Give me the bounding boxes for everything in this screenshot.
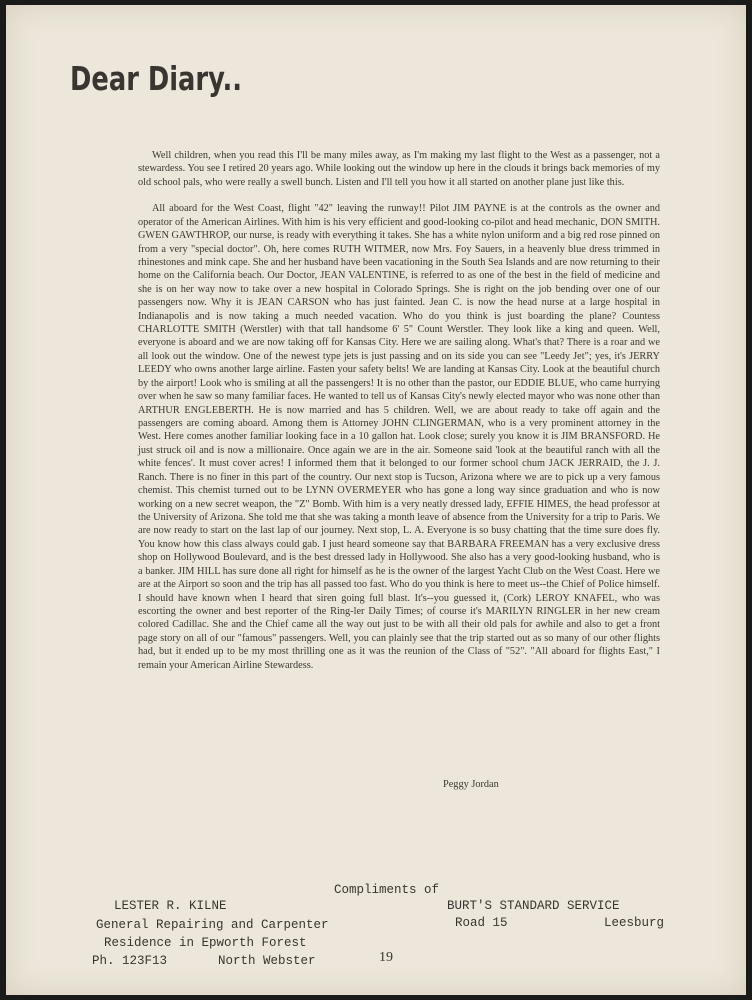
ad-left-name: LESTER R. KILNE <box>114 899 227 913</box>
compliments-heading: Compliments of <box>334 883 440 897</box>
ad-left-line2: Residence in Epworth Forest <box>104 936 307 950</box>
paragraph-intro: Well children, when you read this I'll be many miles away, as I'm making my last flight to the West as a passenger, not a stewardess. You see I retired 20 years ago. While looking out the window up here in the clouds it brings back memories of my old school pals, who were really a swell bunch. Listen and I'll tell you how it all started on another plane just like this. <box>138 150 660 188</box>
page-title: Dear Diary.. <box>70 59 243 98</box>
ad-right-road: Road 15 <box>455 916 508 930</box>
ad-left-phone: Ph. 123F13 <box>92 954 168 968</box>
ad-left-town: North Webster <box>218 954 316 968</box>
ad-right-town: Leesburg <box>604 916 665 930</box>
paragraph-flight: All aboard for the West Coast, flight "42" leaving the runway!! Pilot JIM PAYNE is at the controls as the owner and operator of the American Airlines. With him is his very efficient and good-looking co-pilot and head mechanic, DON SMITH. GWEN GAWTHROP, our nurse, is ready with everything it takes. She has a white nylon uniform and a big red rose pinned on from a very "special doctor". Oh, here comes RUTH WITMER, now Mrs. Foy Sauers, in a heavenly blue dress trimmed in rhinestones and mink cape. She and her husband have been vacationing in the South Sea Islands and are now returning to their home on the California beach. Our Doctor, JEAN VALENTINE, is referred to as one of the best in the field of medicine and she is on her way now to take over a new hospital in Colorado Springs. She is right on the job bending over one of our passengers now. Why it is JEAN CARSON who has just fainted. Jean C. is now the head nurse at a large hospital in Indianapolis and is now taking a much needed vacation. Who do you think is just boarding the plane? Countess CHARLOTTE SMITH (Werstler) with that tall handsome 6' 5" Count Werstler. They look like a king and queen. Well, everyone is aboard and we are now taking off for Kansas City. Here we are sailing along. What's that? There is a roar and we all look out the window. One of the newest type jets is just passing and on its side you can see "Leedy Jet"; yes, it's JERRY LEEDY who owns another large airline. Fasten your safety belts! We are landing at Kansas City. Look at the beautiful church by the airport! Look who is smiling at all the passengers! It is no other than the pastor, our EDDIE BLUE, who came hurrying over when he saw so many familiar faces. He wanted to tell us of Kansas City's newly elected mayor who was none other than ARTHUR ENGLEBERTH. He is now married and has 5 children. Well, we are about ready to take off again and the passengers are coming aboard. Among them is Attorney JOHN CLINGERMAN, who is a very prominent attorney in the West. Here comes another familiar looking face in a 10 gallon hat. Look close; surely you know it is JIM BRANSFORD. He just struck oil and is now a millionaire. Once again we are in the air. Someone said 'look at the beautiful ranch with all the white fences'. It must cover acres! I informed them that it belonged to our former school chum JACK JERRAID, the J. J. Ranch. There is no finer in this part of the country. Our next stop is Tucson, Arizona where we are to pick up a very famous chemist. This chemist turned out to be LYNN OVERMEYER who has gone a long way since graduation and who is now working on a new secret weapon, the "Z" Bomb. With him is a very neatly dressed lady, EFFIE HIMES, the head professor at the University of Arizona. She told me that she was taking a month leave of absence from the University for a trip to Paris. We are now ready to start on the last lap of our journey. Next stop, L. A. Everyone is so busy chatting that the time sure does fly. You know how this class always could gab. I just heard someone say that BARBARA FREEMAN has a very exclusive dress shop on Hollywood Boulevard, and is the best dressed lady in Hollywood. She also has a very good-looking husband, who is a banker. JIM HILL has sure done all right for himself as he is the owner of the largest Yacht Club on the West Coast. Here we are at the Airport so soon and the trip has all passed too fast. Who do you think is here to meet us--the Chief of Police himself. I should have known when I heard that siren going full blast. It's--you guessed it, (Cork) LEROY KNAFEL, who was escorting the owner and best reporter of the Ring-ler Daily Times; of course it's MARILYN RINGLER in her new cream colored Cadillac. She and the Chief came all the way out just to be with all their old pals for awhile and also to get a front page story on all of our "famous" passengers. Well, you can plainly see that the trip started out as so many of our other flights had, but it ended up to be my most thrilling one as it was the reunion of the Class of "52". "All aboard for flights East," I remain your American Airline Stewardess. <box>138 203 660 671</box>
ad-right-name: BURT'S STANDARD SERVICE <box>447 899 620 913</box>
page-number: 19 <box>379 950 393 965</box>
diary-text <box>138 149 660 672</box>
yearbook-page <box>6 5 746 995</box>
ad-left-line1: General Repairing and Carpenter <box>96 918 329 932</box>
author-signature: Peggy Jordan <box>443 779 499 790</box>
